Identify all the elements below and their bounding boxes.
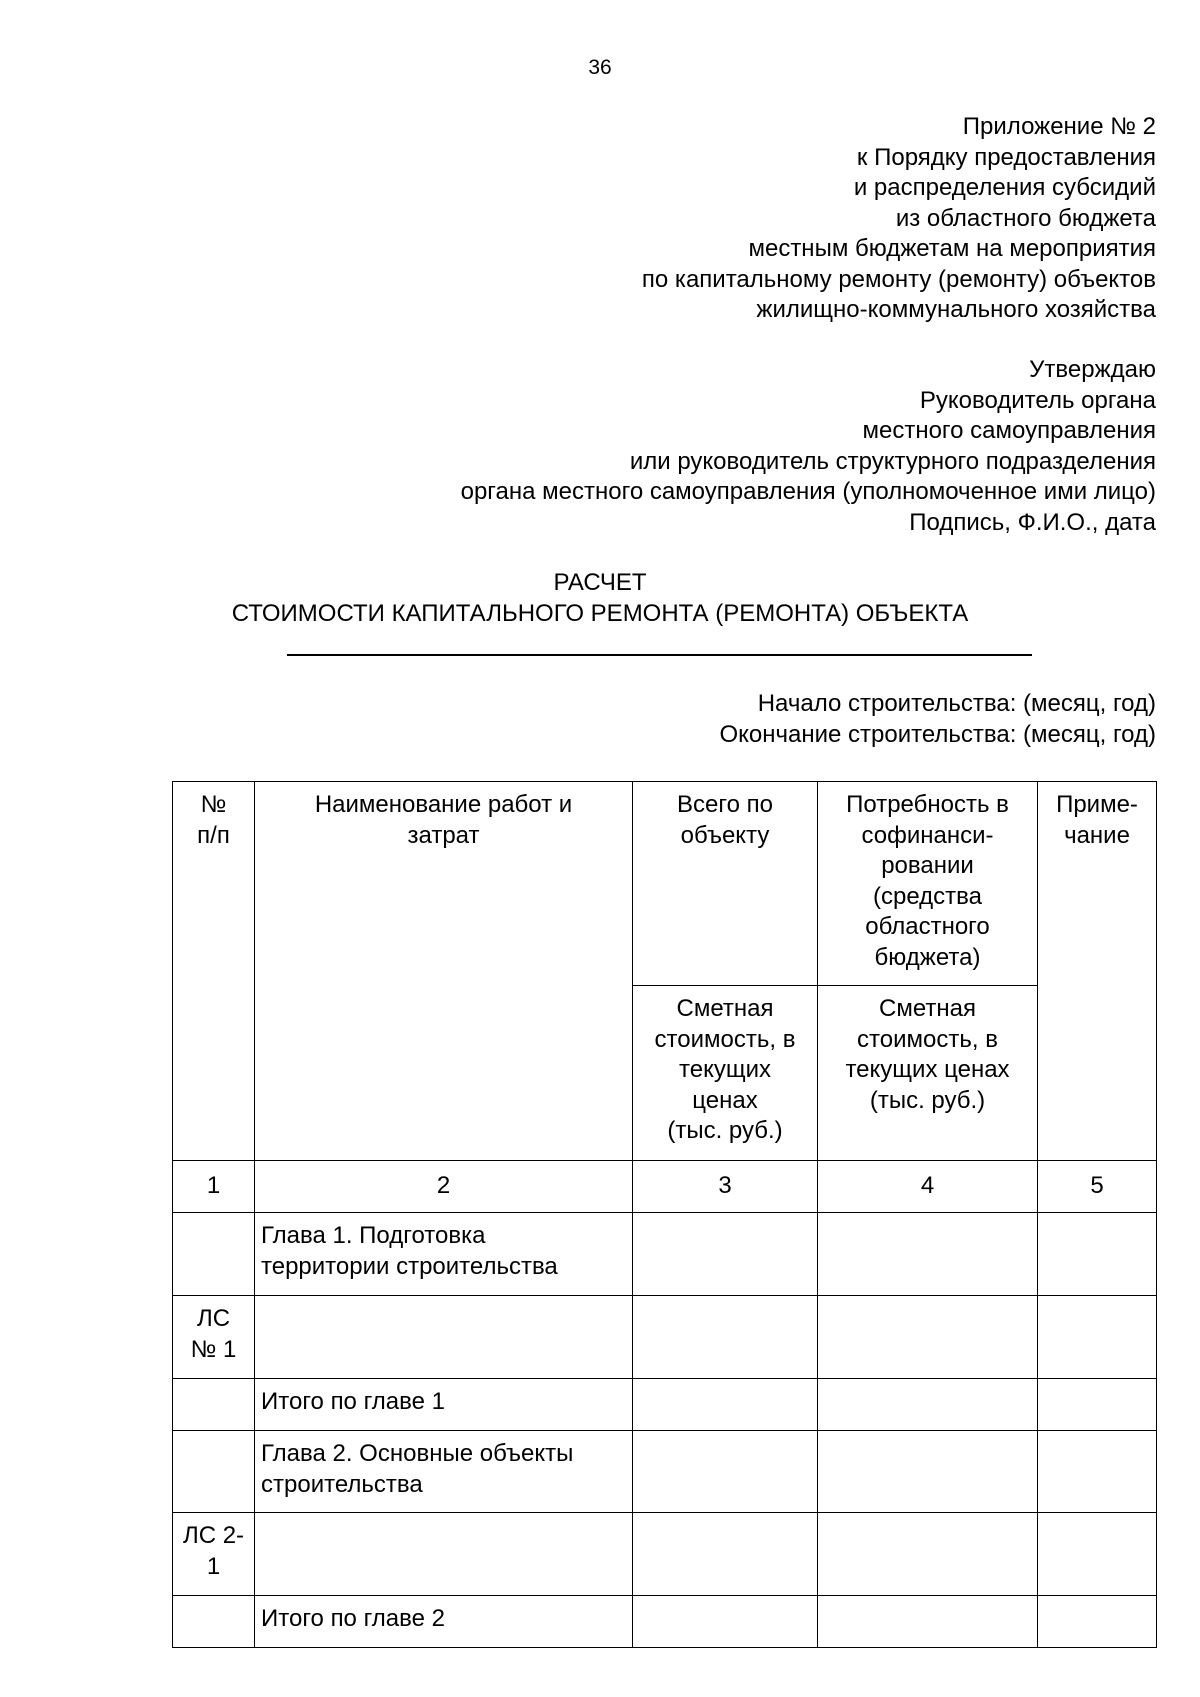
row-need-cell bbox=[818, 1379, 1038, 1431]
row-name bbox=[255, 1296, 633, 1379]
column-number: 1 bbox=[173, 1161, 255, 1213]
construction-end: Окончание строительства: (месяц, год) bbox=[719, 720, 1156, 748]
appendix-block bbox=[256, 112, 1156, 326]
row-num: ЛС № 1 bbox=[173, 1296, 255, 1379]
row-name bbox=[255, 1513, 633, 1596]
row-note-cell bbox=[1038, 1379, 1157, 1431]
object-name-underline bbox=[287, 654, 1032, 656]
row-name: Итого по главе 1 bbox=[255, 1379, 633, 1431]
row-num: ЛС 2- 1 bbox=[173, 1513, 255, 1596]
row-need-cell bbox=[818, 1431, 1038, 1513]
construction-start: Начало строительства: (месяц, год) bbox=[757, 690, 1156, 717]
appendix-line: местным бюджетам на мероприятия bbox=[748, 235, 1156, 262]
construction-dates bbox=[456, 689, 1156, 750]
page-number: 36 bbox=[588, 56, 612, 79]
column-number: 5 bbox=[1038, 1161, 1157, 1213]
title-line-1: РАСЧЕТ bbox=[553, 569, 647, 596]
row-note-cell bbox=[1038, 1296, 1157, 1379]
table-row bbox=[173, 1513, 1157, 1596]
row-need-cell bbox=[818, 1296, 1038, 1379]
row-note-cell bbox=[1038, 1513, 1157, 1596]
header-name: Наименование работ и затрат bbox=[255, 782, 633, 1161]
table-row bbox=[173, 1296, 1157, 1379]
column-number: 3 bbox=[633, 1161, 818, 1213]
row-note-cell bbox=[1038, 1596, 1157, 1648]
row-total-cell bbox=[633, 1213, 818, 1296]
appendix-line: Приложение № 2 bbox=[962, 113, 1156, 140]
appendix-line: из областного бюджета bbox=[895, 204, 1156, 232]
subheader-need: Сметная стоимость, в текущих ценах (тыс. руб.) bbox=[818, 986, 1038, 1161]
row-total-cell bbox=[633, 1296, 818, 1379]
header-need: Потребность в софинанси- ровании (средства областного бюджета) bbox=[818, 782, 1038, 986]
appendix-line: к Порядку предоставления bbox=[856, 143, 1156, 171]
approval-block bbox=[256, 355, 1156, 538]
table-row bbox=[173, 1596, 1157, 1648]
row-total-cell bbox=[633, 1513, 818, 1596]
row-note-cell bbox=[1038, 1431, 1157, 1513]
row-num bbox=[173, 1431, 255, 1513]
header-total: Всего по объекту bbox=[633, 782, 818, 986]
row-note-cell bbox=[1038, 1213, 1157, 1296]
approval-line: органа местного самоуправления (уполномоченное ими лицо) bbox=[460, 478, 1156, 505]
subheader-total: Сметная стоимость, в текущих ценах (тыс. руб.) bbox=[633, 986, 818, 1161]
table-row bbox=[173, 1213, 1157, 1296]
row-name: Глава 1. Подготовка территории строительства bbox=[255, 1213, 633, 1296]
row-total-cell bbox=[633, 1379, 818, 1431]
row-need-cell bbox=[818, 1213, 1038, 1296]
approval-line: Утверждаю bbox=[1029, 356, 1156, 383]
row-total-cell bbox=[633, 1431, 818, 1513]
header-num: № п/п bbox=[173, 782, 255, 1161]
approval-line: Руководитель органа bbox=[919, 386, 1156, 414]
approval-line: или руководитель структурного подразделения bbox=[629, 447, 1156, 475]
column-number: 4 bbox=[818, 1161, 1038, 1213]
row-total-cell bbox=[633, 1596, 818, 1648]
row-name: Глава 2. Основные объекты строительства bbox=[255, 1431, 633, 1513]
table-row bbox=[173, 1379, 1157, 1431]
row-need-cell bbox=[818, 1513, 1038, 1596]
table-header-row bbox=[173, 782, 1157, 986]
table-row bbox=[173, 1431, 1157, 1513]
row-num bbox=[173, 1379, 255, 1431]
cost-table bbox=[172, 781, 1157, 1648]
row-num bbox=[173, 1213, 255, 1296]
approval-line: Подпись, Ф.И.О., дата bbox=[909, 508, 1156, 536]
appendix-line: и распределения субсидий bbox=[853, 174, 1156, 201]
column-number: 2 bbox=[255, 1161, 633, 1213]
document-title bbox=[0, 568, 1200, 629]
title-line-2: СТОИМОСТИ КАПИТАЛЬНОГО РЕМОНТА (РЕМОНТА) ОБЪЕКТА bbox=[231, 599, 969, 627]
column-numbers-row bbox=[173, 1161, 1157, 1213]
appendix-line: по капитальному ремонту (ремонту) объектов bbox=[641, 265, 1156, 293]
row-num bbox=[173, 1596, 255, 1648]
row-name: Итого по главе 2 bbox=[255, 1596, 633, 1648]
row-need-cell bbox=[818, 1596, 1038, 1648]
header-note: Приме- чание bbox=[1038, 782, 1157, 1161]
appendix-line: жилищно-коммунального хозяйства bbox=[756, 296, 1156, 323]
approval-line: местного самоуправления bbox=[862, 417, 1156, 444]
